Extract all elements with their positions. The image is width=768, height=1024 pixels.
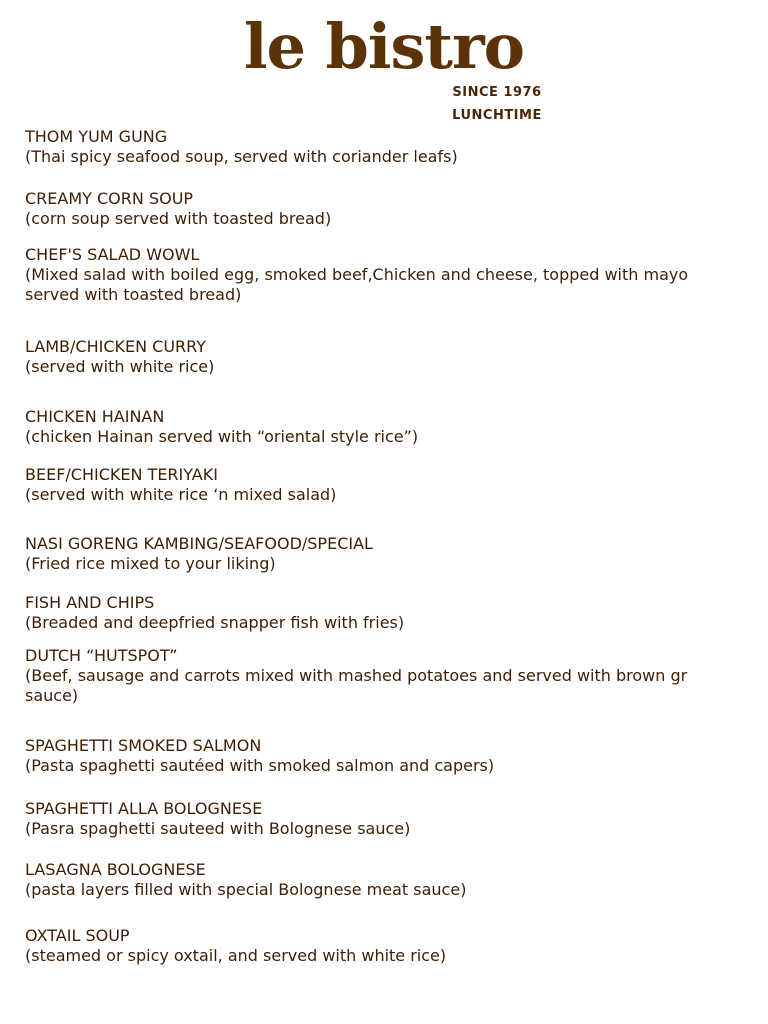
menu-item-description: (Breaded and deepfried snapper fish with fries)	[25, 613, 405, 632]
menu-item-description: (corn soup served with toasted bread)	[25, 209, 332, 228]
menu-item-name: FISH AND CHIPS	[25, 593, 155, 612]
menu-item	[25, 736, 768, 776]
menu-item-name: CREAMY CORN SOUP	[25, 189, 194, 208]
menu-item-name: DUTCH “HUTSPOT”	[25, 646, 178, 665]
menu-item-name: LAMB/CHICKEN CURRY	[25, 337, 207, 356]
menu-item	[25, 407, 768, 447]
menu-item-description: (Thai spicy seafood soup, served with coriander leafs)	[25, 147, 458, 166]
menu-item	[25, 860, 768, 900]
menu-item-name: CHEF'S SALAD WOWL	[25, 245, 200, 264]
menu-item	[25, 189, 768, 229]
menu-item-description: (Mixed salad with boiled egg, smoked beef,Chicken and cheese, topped with mayo	[25, 265, 689, 284]
section-label: LUNCHTIME	[452, 108, 542, 123]
menu-item-description: (served with white rice)	[25, 357, 215, 376]
menu-item	[25, 337, 768, 377]
menu-item	[25, 646, 768, 706]
menu-item-description: (Pasta spaghetti sautéed with smoked salmon and capers)	[25, 756, 495, 775]
menu-item-name: THOM YUM GUNG	[25, 127, 168, 146]
menu-item-name: SPAGHETTI SMOKED SALMON	[25, 736, 262, 755]
menu-item-description: (steamed or spicy oxtail, and served with white rice)	[25, 946, 447, 965]
menu-item-description: (chicken Hainan served with “oriental style rice”)	[25, 427, 419, 446]
menu-item	[25, 465, 768, 505]
menu-item-description: sauce)	[25, 686, 79, 705]
menu-item	[25, 593, 768, 633]
menu-item	[25, 245, 768, 305]
menu-item-description: served with toasted bread)	[25, 285, 242, 304]
menu-item-description: (Pasra spaghetti sauteed with Bolognese sauce)	[25, 819, 411, 838]
menu-item-name: SPAGHETTI ALLA BOLOGNESE	[25, 799, 263, 818]
menu-item-description: (pasta layers filled with special Bolognese meat sauce)	[25, 880, 467, 899]
restaurant-title: le bistro	[243, 10, 525, 83]
menu-item	[25, 926, 768, 966]
menu-item	[25, 127, 768, 167]
menu-item	[25, 799, 768, 839]
menu-item-name: LASAGNA BOLOGNESE	[25, 860, 206, 879]
menu-item-description: (Fried rice mixed to your liking)	[25, 554, 276, 573]
since-label: SINCE 1976	[452, 85, 542, 100]
menu-item-name: CHICKEN HAINAN	[25, 407, 165, 426]
menu-item	[25, 534, 768, 574]
menu-item-name: BEEF/CHICKEN TERIYAKI	[25, 465, 218, 484]
menu-item-name: NASI GORENG KAMBING/SEAFOOD/SPECIAL	[25, 534, 373, 553]
menu-item-description: (served with white rice ‘n mixed salad)	[25, 485, 337, 504]
menu-item-description: (Beef, sausage and carrots mixed with mashed potatoes and served with brown gr	[25, 666, 688, 685]
menu-item-name: OXTAIL SOUP	[25, 926, 130, 945]
